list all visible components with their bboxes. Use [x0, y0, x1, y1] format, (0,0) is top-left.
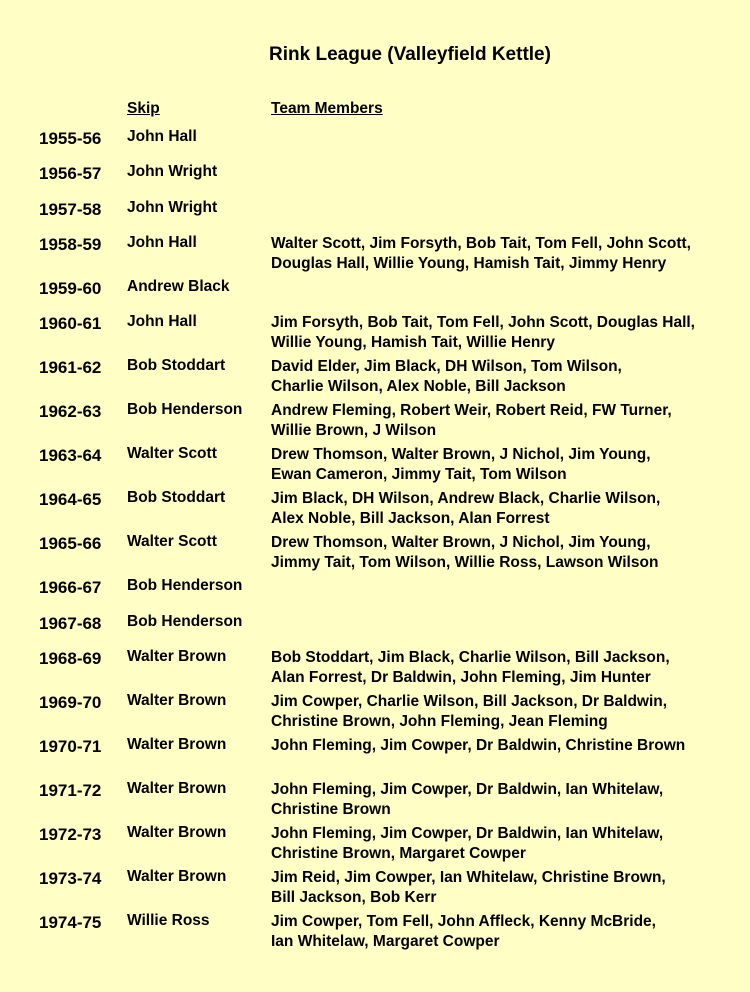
team-members-line: John Fleming, Jim Cowper, Dr Baldwin, Ian Whitelaw, [271, 781, 664, 798]
skip-name: Willie Ross [127, 912, 210, 929]
skip-name: Walter Brown [127, 648, 227, 665]
team-members [271, 692, 741, 731]
season-label: 1962-63 [39, 402, 102, 421]
team-members-line: Bill Jackson, Bob Kerr [271, 888, 437, 906]
season-label: 1961-62 [39, 358, 102, 377]
team-members [271, 912, 741, 951]
season-label: 1967-68 [39, 614, 102, 633]
skip-name: Walter Brown [127, 692, 227, 709]
team-members-line: Ian Whitelaw, Margaret Cowper [271, 932, 500, 950]
team-members [271, 401, 741, 440]
skip-name: Walter Scott [127, 533, 217, 550]
team-members [271, 489, 741, 528]
team-members-line: Alan Forrest, Dr Baldwin, John Fleming, Jim Hunter [271, 668, 651, 686]
team-members [271, 824, 741, 863]
season-label: 1958-59 [39, 235, 102, 254]
skip-name: Bob Henderson [127, 401, 243, 418]
team-members-line: Douglas Hall, Willie Young, Hamish Tait, Jimmy Henry [271, 254, 667, 272]
team-members-line: Drew Thomson, Walter Brown, J Nichol, Jim Young, [271, 534, 651, 551]
team-members-line: John Fleming, Jim Cowper, Dr Baldwin, Christine Brown [271, 737, 686, 754]
season-label: 1966-67 [39, 578, 102, 597]
team-members-line: John Fleming, Jim Cowper, Dr Baldwin, Ian Whitelaw, [271, 825, 664, 842]
season-label: 1957-58 [39, 200, 102, 219]
season-label: 1969-70 [39, 693, 102, 712]
team-members [271, 868, 741, 907]
skip-name: John Hall [127, 128, 197, 145]
team-members-line: Drew Thomson, Walter Brown, J Nichol, Jim Young, [271, 446, 651, 463]
skip-name: John Hall [127, 234, 197, 251]
season-label: 1963-64 [39, 446, 102, 465]
team-members [271, 736, 741, 756]
skip-name: Bob Henderson [127, 613, 243, 630]
team-members-line: Bob Stoddart, Jim Black, Charlie Wilson, Bill Jackson, [271, 649, 670, 666]
skip-name: Walter Brown [127, 868, 227, 885]
season-label: 1956-57 [39, 164, 102, 183]
team-members-line: Willie Young, Hamish Tait, Willie Henry [271, 333, 555, 351]
team-members-line: Christine Brown, Margaret Cowper [271, 844, 526, 862]
team-members [271, 780, 741, 819]
season-label: 1955-56 [39, 129, 102, 148]
team-members-line: Charlie Wilson, Alex Noble, Bill Jackson [271, 377, 566, 395]
team-members-line: Willie Brown, J Wilson [271, 421, 437, 439]
skip-name: John Hall [127, 313, 197, 330]
skip-column-header: Skip [127, 100, 160, 117]
season-label: 1972-73 [39, 825, 102, 844]
team-members-line: Jim Cowper, Charlie Wilson, Bill Jackson, Dr Baldwin, [271, 693, 668, 710]
team-members-line: Jimmy Tait, Tom Wilson, Willie Ross, Lawson Wilson [271, 553, 659, 571]
season-label: 1970-71 [39, 737, 102, 756]
team-members-line: Christine Brown [271, 800, 391, 818]
team-members-line: Jim Black, DH Wilson, Andrew Black, Charlie Wilson, [271, 490, 661, 507]
page-title: Rink League (Valleyfield Kettle) [269, 44, 551, 65]
team-members-line: David Elder, Jim Black, DH Wilson, Tom Wilson, [271, 358, 622, 375]
team-members-line: Alex Noble, Bill Jackson, Alan Forrest [271, 509, 550, 527]
season-label: 1974-75 [39, 913, 102, 932]
season-label: 1971-72 [39, 781, 102, 800]
season-label: 1968-69 [39, 649, 102, 668]
team-members [271, 533, 741, 572]
skip-name: Bob Stoddart [127, 489, 226, 506]
team-members [271, 313, 741, 352]
team-members-line: Andrew Fleming, Robert Weir, Robert Reid, FW Turner, [271, 402, 672, 419]
team-members-line: Christine Brown, John Fleming, Jean Fleming [271, 712, 608, 730]
season-label: 1973-74 [39, 869, 102, 888]
team-members [271, 648, 741, 687]
season-label: 1964-65 [39, 490, 102, 509]
season-label: 1960-61 [39, 314, 102, 333]
season-label: 1965-66 [39, 534, 102, 553]
skip-name: Walter Brown [127, 736, 227, 753]
skip-name: Walter Brown [127, 824, 227, 841]
team-members-line: Walter Scott, Jim Forsyth, Bob Tait, Tom Fell, John Scott, [271, 235, 691, 252]
team-members [271, 445, 741, 484]
team-members [271, 357, 741, 396]
skip-name: Bob Stoddart [127, 357, 226, 374]
skip-name: Walter Brown [127, 780, 227, 797]
season-label: 1959-60 [39, 279, 102, 298]
team-members-line: Jim Reid, Jim Cowper, Ian Whitelaw, Christine Brown, [271, 869, 666, 886]
skip-name: Andrew Black [127, 278, 230, 295]
team-members-line: Jim Cowper, Tom Fell, John Affleck, Kenny McBride, [271, 913, 656, 930]
team-members [271, 234, 741, 273]
skip-name: John Wright [127, 163, 218, 180]
team-members-line: Jim Forsyth, Bob Tait, Tom Fell, John Scott, Douglas Hall, [271, 314, 695, 331]
skip-name: John Wright [127, 199, 218, 216]
team-members-column-header: Team Members [271, 100, 383, 117]
skip-name: Walter Scott [127, 445, 217, 462]
skip-name: Bob Henderson [127, 577, 243, 594]
team-members-line: Ewan Cameron, Jimmy Tait, Tom Wilson [271, 465, 567, 483]
